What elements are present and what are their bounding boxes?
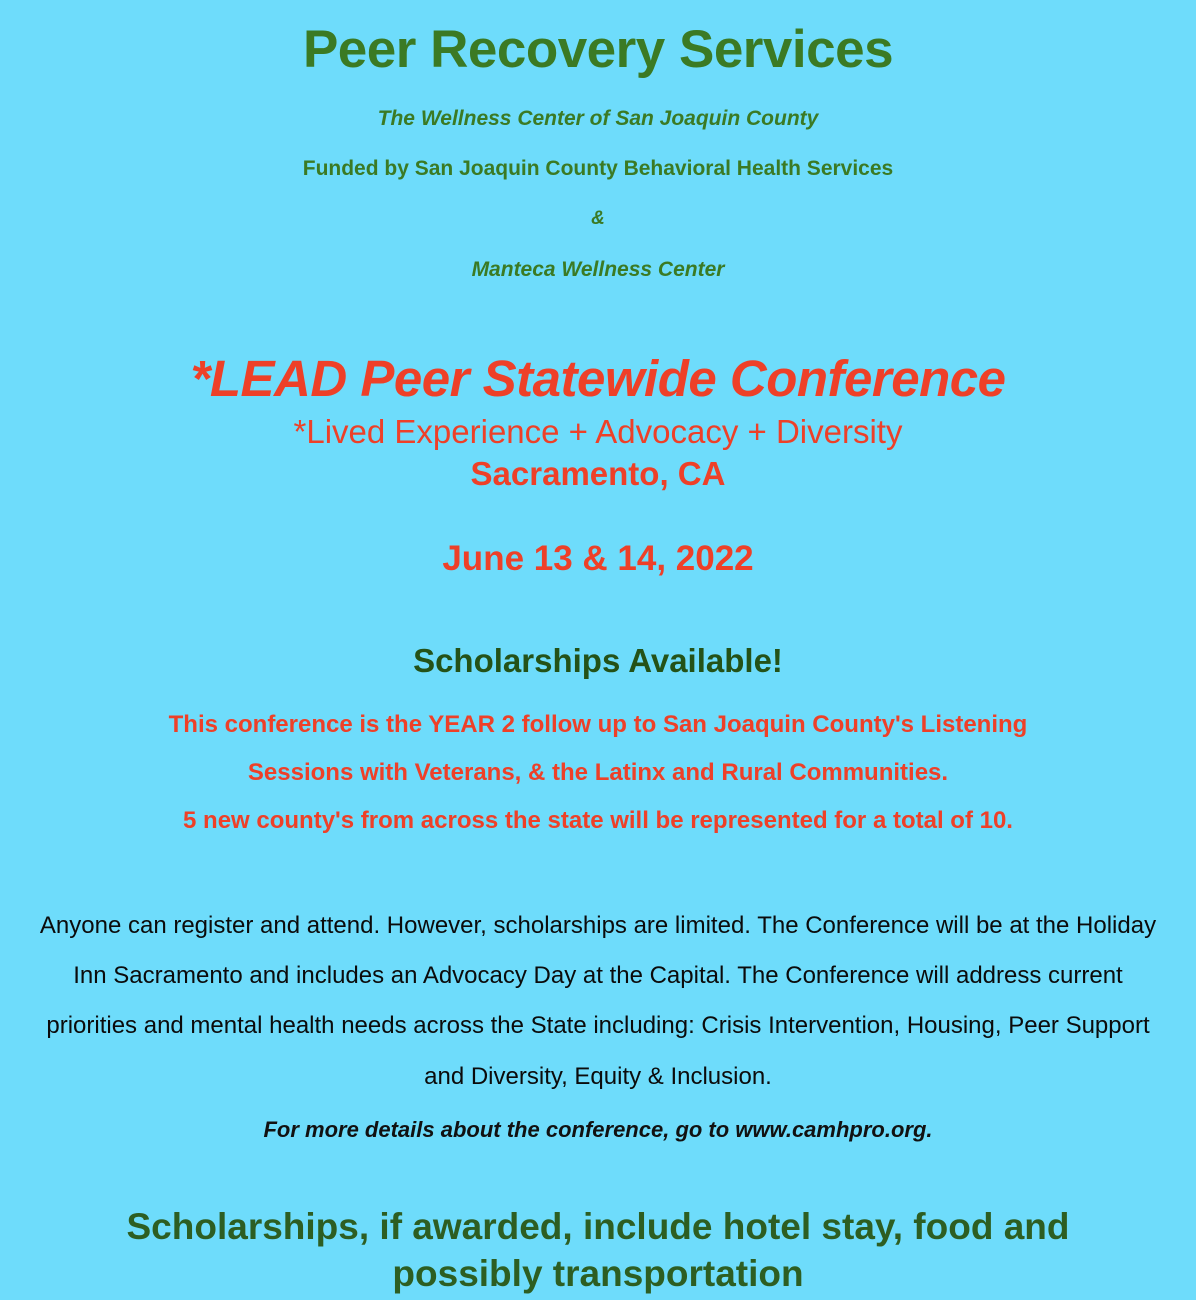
- scholarship-inclusions-line: possibly transportation: [392, 1253, 804, 1295]
- organization-subtitle: The Wellness Center of San Joaquin County: [377, 106, 819, 130]
- description-line: and Diversity, Equity & Inclusion.: [424, 1062, 772, 1090]
- description-line: Inn Sacramento and includes an Advocacy Day at the Capital. The Conference will address current: [73, 961, 1123, 989]
- scholarships-headline: Scholarships Available!: [413, 641, 783, 679]
- funded-by-line: Funded by San Joaquin County Behavioral Health Services: [302, 156, 894, 180]
- more-details-link-text[interactable]: For more details about the conference, go to www.camhpro.org.: [263, 1117, 933, 1143]
- partner-organization: Manteca Wellness Center: [471, 257, 725, 281]
- year2-line: Sessions with Veterans, & the Latinx and Rural Communities.: [247, 758, 949, 786]
- scholarship-inclusions-line: Scholarships, if awarded, include hotel stay, food and: [126, 1205, 1070, 1247]
- description-line: priorities and mental health needs across the State including: Crisis Intervention, Housing, Peer Support: [46, 1012, 1150, 1040]
- conference-tagline: *Lived Experience + Advocacy + Diversity: [293, 413, 903, 451]
- organization-title: Peer Recovery Services: [302, 20, 894, 79]
- conference-city: Sacramento, CA: [470, 455, 726, 493]
- year2-line: This conference is the YEAR 2 follow up to San Joaquin County's Listening: [168, 710, 1028, 738]
- description-paragraph: [0, 845, 1196, 1103]
- ampersand-separator: &: [591, 208, 605, 230]
- conference-dates: June 13 & 14, 2022: [442, 538, 754, 578]
- description-line: Anyone can register and attend. However, scholarships are limited. The Conference will be at the Holiday: [39, 911, 1157, 939]
- scholarship-inclusions: [0, 1145, 1196, 1298]
- conference-title: *LEAD Peer Statewide Conference: [190, 350, 1006, 407]
- year2-line: 5 new county's from across the state will be represented for a total of 10.: [183, 806, 1013, 834]
- year2-description: [0, 681, 1196, 845]
